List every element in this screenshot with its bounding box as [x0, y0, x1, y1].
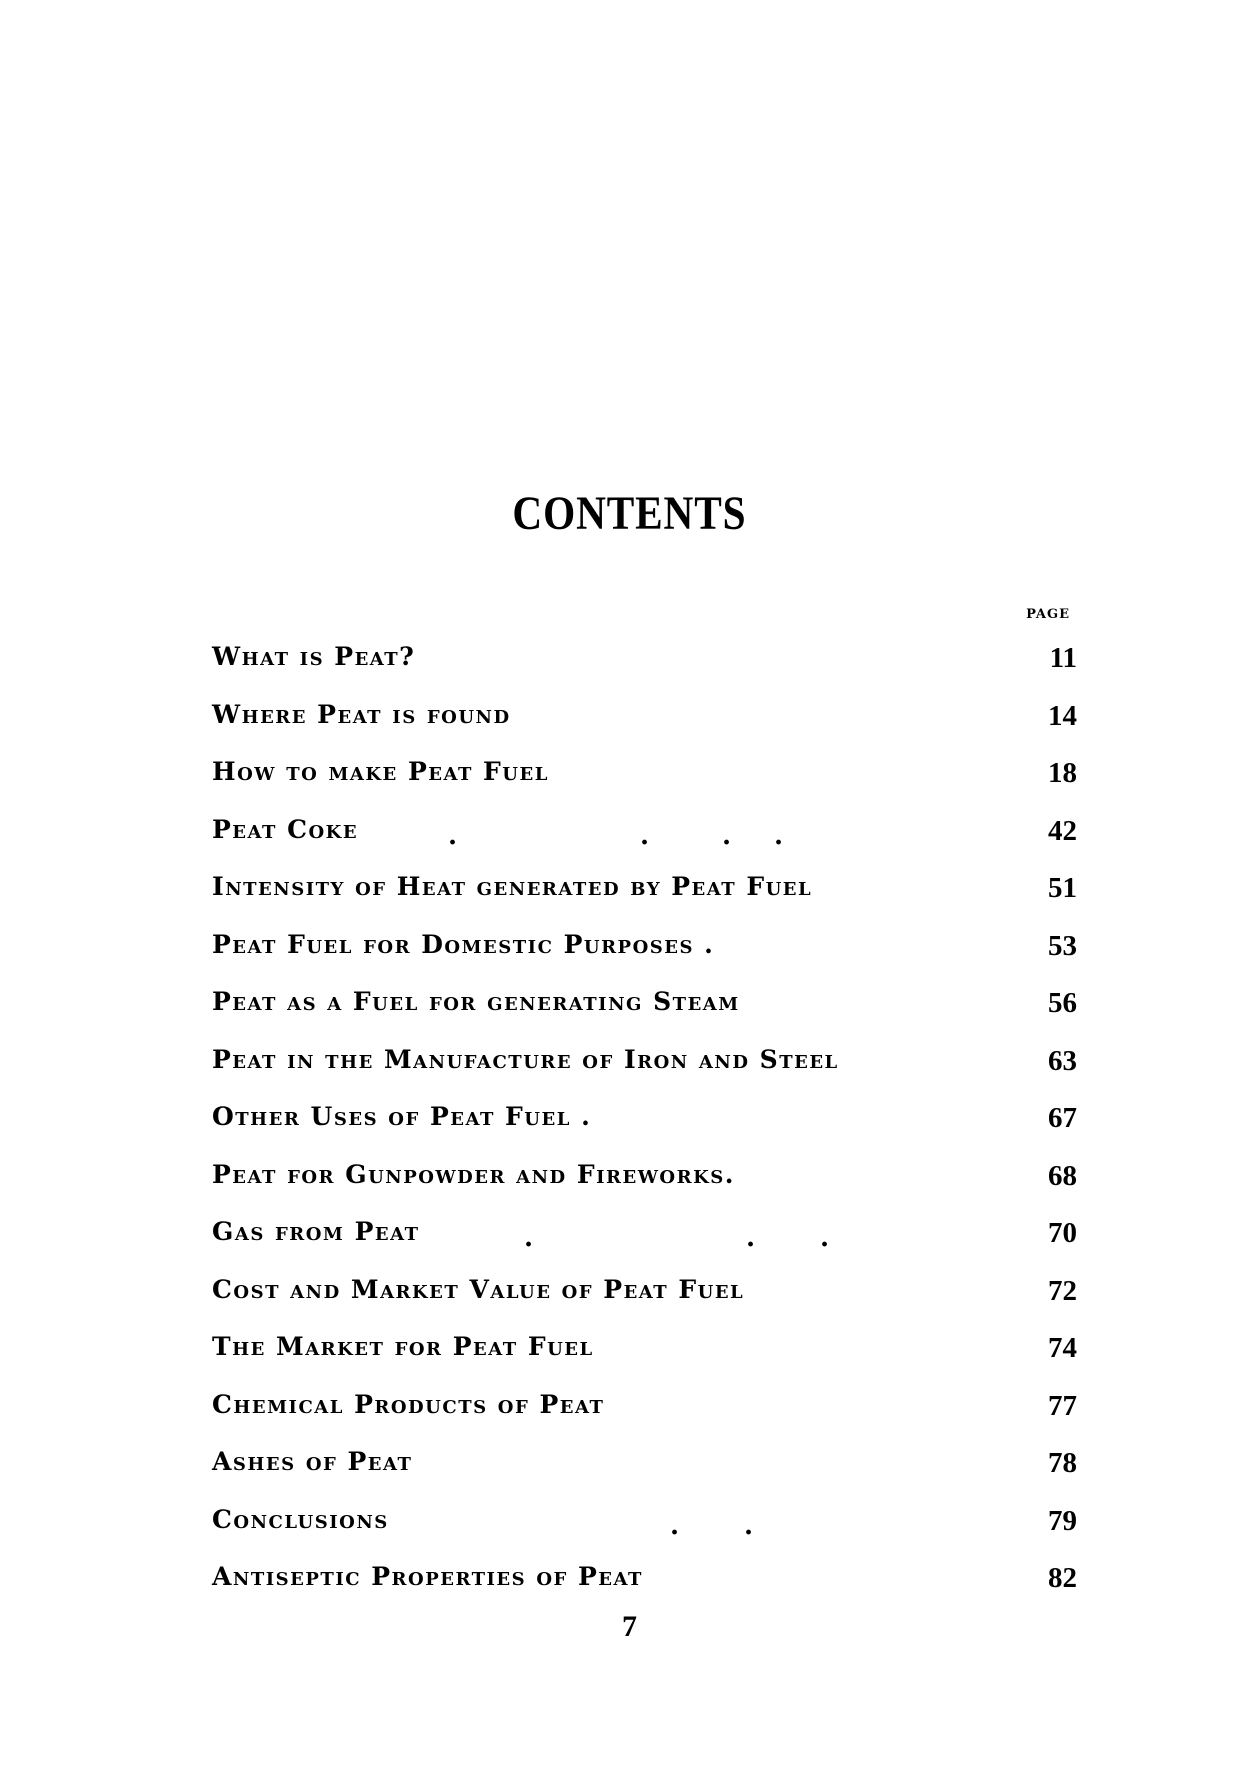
toc-entry-page: 77 — [1048, 1389, 1077, 1422]
toc-entry — [212, 862, 1077, 920]
toc-entry-page: 78 — [1048, 1447, 1077, 1479]
toc-entry-title: Peat in the Manufacture of Iron and Steel — [212, 1044, 839, 1074]
toc-entry-title: What is Peat? — [212, 642, 416, 671]
toc-entry — [212, 1380, 1077, 1438]
leader-dot: . — [744, 1510, 754, 1541]
leader-dot: . — [670, 1510, 680, 1541]
toc-entry — [212, 1207, 1077, 1265]
toc-entry-page: 72 — [1048, 1274, 1077, 1307]
toc-entry-title: Ashes of Peat — [212, 1447, 413, 1476]
toc-entry-title: Peat Fuel for Domestic Purposes . — [212, 929, 715, 959]
toc-entry-page: 79 — [1048, 1504, 1077, 1537]
toc-entry — [212, 632, 1077, 690]
toc-entry — [212, 1552, 1077, 1610]
page-column-label: PAGE — [1026, 607, 1070, 622]
toc-entry-page: 67 — [1048, 1102, 1077, 1134]
toc-entry-page: 56 — [1048, 987, 1077, 1019]
toc-entry — [212, 1495, 1077, 1553]
page-number: 7 — [622, 1610, 637, 1643]
leader-dot: . — [746, 1223, 756, 1253]
toc-entry — [212, 1092, 1077, 1150]
leader-dot: . — [820, 1223, 830, 1253]
toc-entry-title: Cost and Market Value of Peat Fuel — [212, 1274, 745, 1304]
toc-entry-page: 18 — [1048, 757, 1077, 789]
leader-dot: . — [722, 820, 732, 851]
toc-entry — [212, 1322, 1077, 1380]
toc-entry-page: 53 — [1048, 929, 1077, 962]
toc-entry-title: Antiseptic Properties of Peat — [212, 1562, 643, 1591]
toc-entry — [212, 805, 1077, 863]
toc-entry-page: 14 — [1048, 699, 1077, 732]
toc-entry-page: 70 — [1048, 1217, 1077, 1249]
toc-entry-title: Peat as a Fuel for generating Steam — [212, 987, 740, 1016]
toc-entry-title: Chemical Products of Peat — [212, 1389, 605, 1419]
toc-entry-page: 42 — [1048, 814, 1077, 847]
leader-dot: . — [448, 820, 458, 851]
toc-entry — [212, 1035, 1077, 1093]
toc-entry — [212, 977, 1077, 1035]
toc-entry — [212, 690, 1077, 748]
table-of-contents — [212, 632, 1077, 1610]
toc-entry-title: Conclusions — [212, 1504, 389, 1534]
toc-entry — [212, 747, 1077, 805]
toc-entry-title: Gas from Peat — [212, 1217, 420, 1246]
toc-entry-title: How to make Peat Fuel — [212, 757, 549, 786]
toc-entry-page: 11 — [1049, 642, 1077, 674]
toc-entry-title: Peat for Gunpowder and Fireworks. — [212, 1159, 735, 1189]
page-title: CONTENTS — [512, 487, 747, 540]
toc-entry-title: Other Uses of Peat Fuel . — [212, 1102, 592, 1131]
toc-entry-title: Peat Coke — [212, 814, 359, 844]
toc-entry-page: 63 — [1048, 1044, 1077, 1077]
toc-entry-page: 82 — [1048, 1562, 1077, 1594]
toc-entry-title: Where Peat is found — [212, 699, 511, 729]
toc-entry — [212, 1437, 1077, 1495]
toc-entry — [212, 920, 1077, 978]
leader-dot: . — [524, 1223, 534, 1253]
toc-entry — [212, 1150, 1077, 1208]
toc-entry-page: 74 — [1048, 1332, 1077, 1364]
toc-entry — [212, 1265, 1077, 1323]
toc-entry-page: 68 — [1048, 1159, 1077, 1192]
toc-entry-title: The Market for Peat Fuel — [212, 1332, 594, 1361]
leader-dot: . — [640, 820, 650, 851]
toc-entry-title: Intensity of Heat generated by Peat Fuel — [212, 872, 813, 901]
leader-dot: . — [774, 820, 784, 851]
toc-entry-page: 51 — [1048, 872, 1077, 904]
